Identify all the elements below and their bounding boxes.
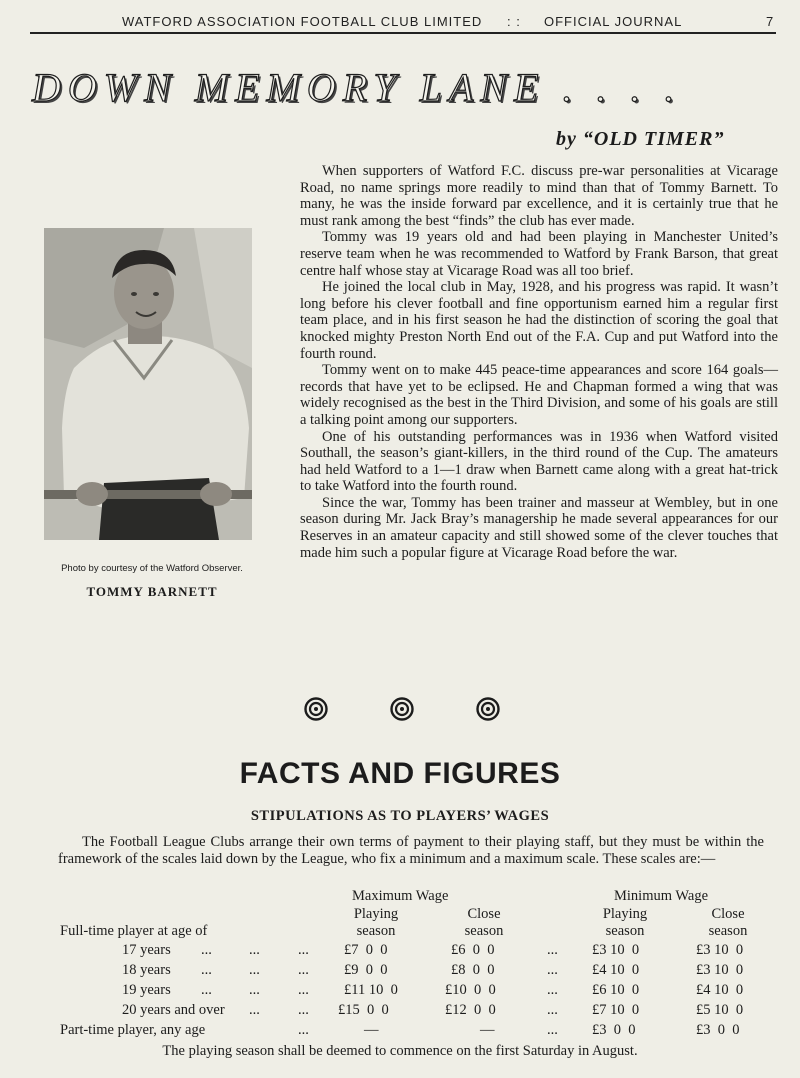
leader-dots: ...: [201, 962, 212, 978]
section-intro: [58, 834, 764, 867]
header-separator: : :: [507, 14, 521, 29]
min-close-value: £5 10 0: [696, 1002, 744, 1018]
leader-dots: ...: [249, 942, 260, 958]
min-playing-value: £7 10 0: [592, 1002, 640, 1018]
max-close-value: £6 0 0: [451, 942, 495, 958]
min-playing-value: £4 10 0: [592, 962, 640, 978]
article-paragraph: Since the war, Tommy has been trainer and masseur at Wembley, but in one season during Mr. Jack Bray’s managership he made several appearances for our Reserves in an amateur capacity and still showed some of the clever touches that made him such a popular figure at Vicarage Road before the war.: [300, 494, 778, 561]
leader-dots: ...: [298, 1002, 309, 1018]
max-close-value: £10 0 0: [445, 982, 496, 998]
parttime-label: Part-time player, any age: [60, 1022, 206, 1038]
max-playing-value: £9 0 0: [344, 962, 388, 978]
leader-dots: ...: [249, 982, 260, 998]
leader-dots: ...: [298, 942, 309, 958]
journal-name: OFFICIAL JOURNAL: [544, 14, 683, 29]
leader-dots: ...: [547, 1002, 558, 1018]
max-playing-value: £7 0 0: [344, 942, 388, 958]
max-playing-value: —: [364, 1022, 379, 1038]
leader-dots: ...: [298, 982, 309, 998]
leader-dots: ...: [298, 1022, 309, 1038]
col-header-max-playing-2: season: [356, 923, 396, 939]
circle-ornament-icon: [390, 697, 414, 721]
article-paragraph: Tommy was 19 years old and had been playing in Manchester United’s reserve team when he was recommended to Watford by Frank Barson, that great centre half whose stay at Vicarage Road was all too brief.: [300, 229, 778, 279]
leader-dots: ...: [547, 942, 558, 958]
footnote: The playing season shall be deemed to commence on the first Saturday in August.: [162, 1043, 638, 1059]
article-body: [300, 163, 778, 561]
article-paragraph: Tommy went on to make 445 peace-time appearances and score 164 goals—records that have yet to be eclipsed. He and Chapman formed a wing that was widely recognised as the best in the Third Division, and some of his goals are still a talking point among our supporters.: [300, 362, 778, 428]
circle-ornament-icon: [476, 697, 500, 721]
col-header-min-playing-2: season: [605, 923, 645, 939]
section-title: FACTS AND FIGURES: [239, 757, 561, 790]
article-byline: by “OLD TIMER”: [556, 128, 725, 150]
leader-dots: ...: [249, 1002, 260, 1018]
col-header-min-close-2: season: [708, 923, 748, 939]
min-playing-value: £6 10 0: [592, 982, 640, 998]
leader-dots: ...: [547, 982, 558, 998]
max-close-value: £12 0 0: [445, 1002, 496, 1018]
max-playing-value: £15 0 0: [338, 1002, 389, 1018]
row-label: 19 years: [122, 982, 171, 998]
leader-dots: ...: [547, 1022, 558, 1038]
col-header-min-close: Close: [711, 906, 745, 922]
article-paragraph: When supporters of Watford F.C. discuss pre-war personalities at Vicarage Road, no name springs more readily to mind than that of Tommy Barnett. To many, he was the inside forward par excellence, and it is certainly true that he must rank among the best “finds” the club has ever made.: [300, 163, 778, 229]
row-label: 17 years: [122, 942, 171, 958]
max-wage-header: Maximum Wage: [352, 888, 449, 904]
player-photo-image: [44, 228, 252, 540]
leader-dots: ...: [201, 982, 212, 998]
min-playing-value: £3 10 0: [592, 942, 640, 958]
circle-ornament-icon: [304, 697, 328, 721]
col-header-max-playing: Playing: [353, 906, 399, 922]
leader-dots: ...: [249, 962, 260, 978]
running-header: [30, 12, 776, 34]
col-header-min-playing: Playing: [602, 906, 648, 922]
photo-credit: Photo by courtesy of the Watford Observer.: [61, 563, 243, 574]
leader-dots: ...: [547, 962, 558, 978]
photo-caption: TOMMY BARNETT: [86, 584, 218, 599]
article-paragraph: One of his outstanding performances was in 1936 when Watford visited Southall, the season’s giant-killers, in the third round of the Cup. The amateurs had held Watford to a 1—1 draw when Barnett came along with a great hat-trick to take Watford into the fourth round.: [300, 428, 778, 495]
min-close-value: £4 10 0: [696, 982, 744, 998]
col-header-max-close: Close: [467, 906, 501, 922]
max-close-value: —: [480, 1022, 495, 1038]
row-label: 18 years: [122, 962, 171, 978]
col-header-max-close-2: season: [464, 923, 504, 939]
player-photo: [44, 228, 252, 540]
intro-paragraph: The Football League Clubs arrange their own terms of payment to their playing staff, but they must be within the framework of the scales laid down by the League, who fix a minimum and a maximum scale. These scales are:—: [58, 834, 764, 867]
row-label: 20 years and over: [122, 1002, 225, 1018]
max-playing-value: £11 10 0: [344, 982, 398, 998]
min-playing-value: £3 0 0: [592, 1022, 636, 1038]
min-close-value: £3 10 0: [696, 962, 744, 978]
article-title: DOWN MEMORY LANE . . . .: [32, 65, 682, 110]
max-close-value: £8 0 0: [451, 962, 495, 978]
min-wage-header: Minimum Wage: [614, 888, 709, 904]
leader-dots: ...: [298, 962, 309, 978]
publication-name: WATFORD ASSOCIATION FOOTBALL CLUB LIMITED: [122, 14, 483, 29]
min-close-value: £3 10 0: [696, 942, 744, 958]
fulltime-label: Full-time player at age of: [60, 923, 208, 939]
article-paragraph: He joined the local club in May, 1928, and his progress was rapid. It wasn’t long before his clever football and fine opportunism earned him a regular first team place, and in his first season he had the distinction of scoring the goal that knocked mighty Preston North End out of the F.A. Cup and put Watford into the fourth round.: [300, 279, 778, 362]
page-number: 7: [766, 14, 775, 29]
min-close-value: £3 0 0: [696, 1022, 740, 1038]
section-subtitle: STIPULATIONS AS TO PLAYERS’ WAGES: [250, 808, 550, 824]
leader-dots: ...: [201, 942, 212, 958]
